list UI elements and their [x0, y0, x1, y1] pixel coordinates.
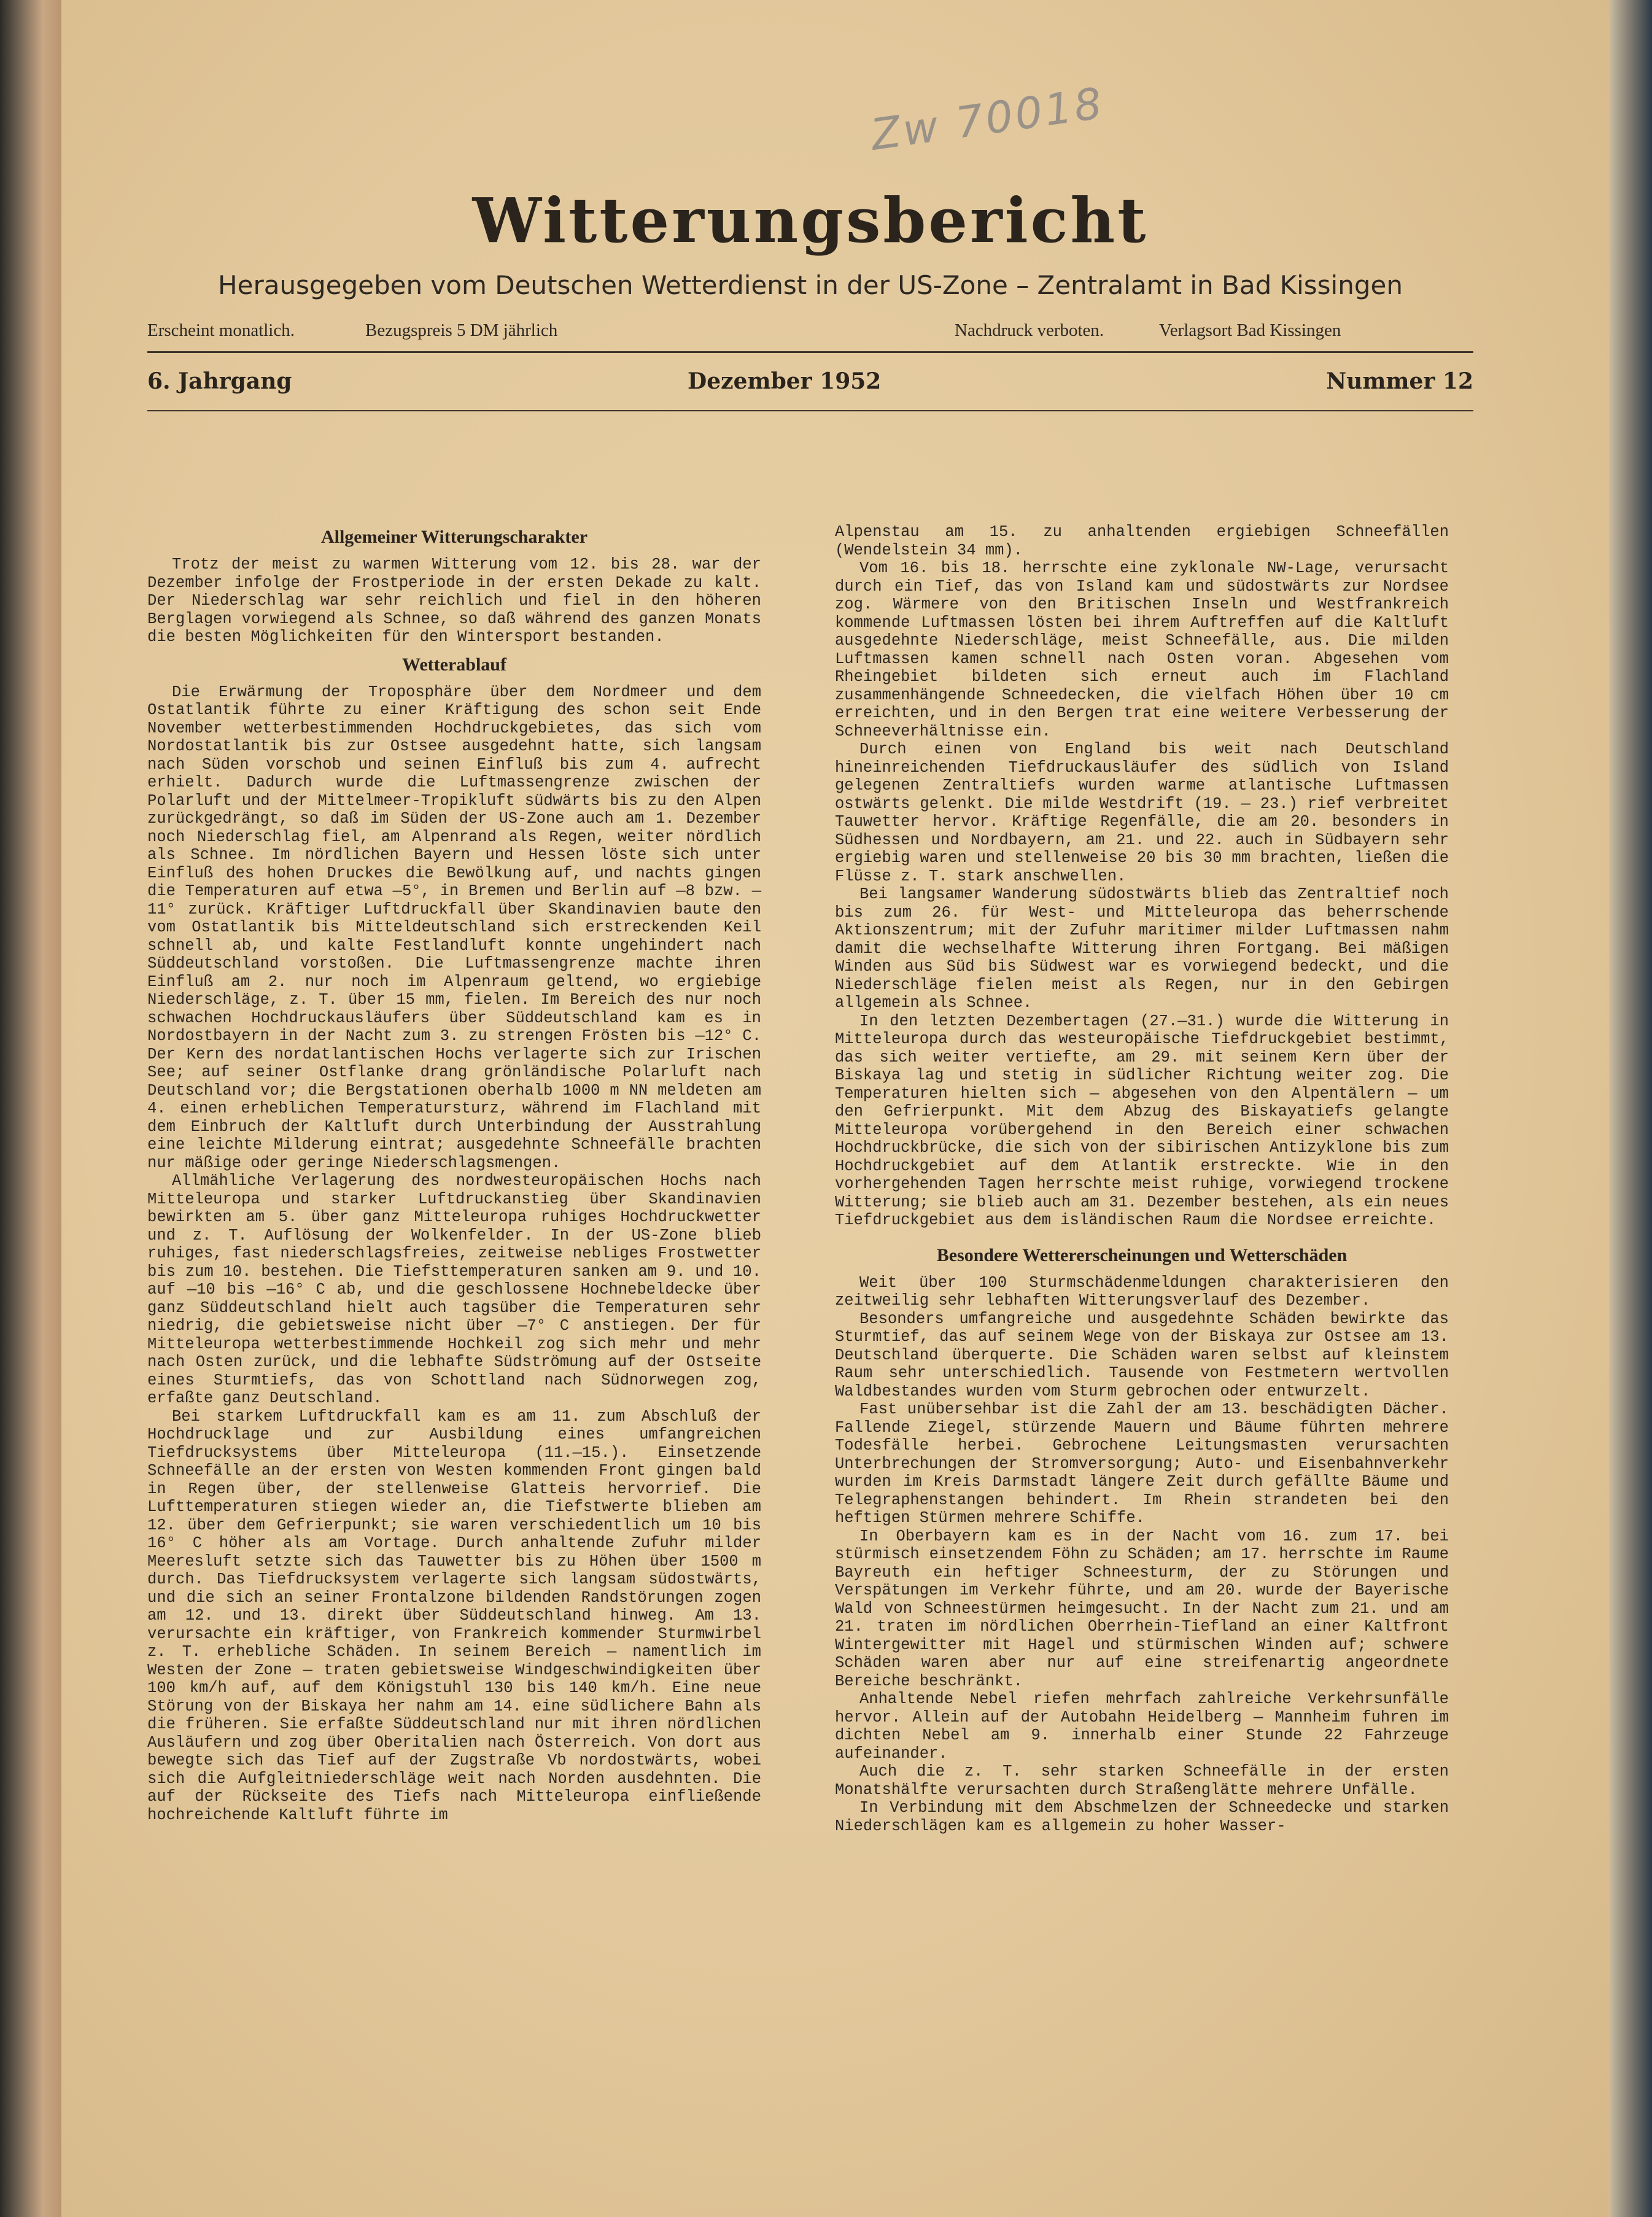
paragraph: Fast unübersehbar ist die Zahl der am 13. beschädigten Dächer. Fallende Ziegel, stürzende Mauern und Bäume führten mehrere Todesfälle herbei. Gebrochene Leitungsmasten verursachten Unterbrechungen der Stromversorgung; Auto- und Eisenbahnverkehr wurden im Kreis Darmstadt längere Zeit durch gefällte Bäume und Telegraphenstangen behindert. Im Rhein strandeten bei den heftigen Stürmen mehrere Schiffe. [835, 1400, 1449, 1527]
right-column [835, 523, 1449, 1835]
paragraph: In Oberbayern kam es in der Nacht vom 16. zum 17. bei stürmisch einsetzendem Föhn zu Schäden; am 17. herrschte im Raume Bayreuth ein heftiger Schneesturm, der zu Störungen und Verspätungen im Verkehr führte, und am 20. wurde der Bayerische Wald von Schneestürmen heimgesucht. In der Nacht zum 21. und am 21. traten im nördlichen Oberrhein-Tiefland an einer Kaltfront Wintergewitter mit Hagel und stürmischen Winden auf; schwere Schäden waren aber nur auf eine streifenartig angeordnete Bereiche beschränkt. [835, 1527, 1449, 1690]
paragraph: Besonders umfangreiche und ausgedehnte Schäden bewirkte das Sturmtief, das auf seinem Wege von der Biskaya zur Ostsee am 13. Deutschland überquerte. Die Schäden waren selbst auf kleinstem Raum sehr unterschiedlich. Tausende von Festmetern wertvollen Waldbestandes wurden vom Sturm gebrochen oder entwurzelt. [835, 1310, 1449, 1400]
price-note: Bezugspreis 5 DM jährlich [365, 320, 558, 340]
header-rule-bottom [147, 410, 1473, 411]
paragraph: In den letzten Dezembertagen (27.—31.) wurde die Witterung in Mitteleuropa durch das westeuropäische Tiefdruckgebiet bestimmt, das sich weiter vertiefte, am 29. mit seinem Kern über der Biskaya lag und stetig in südlicher Richtung weiter zog. Die Temperaturen hielten sich — abgesehen von den Alpentälern — um den Gefrierpunkt. Mit dem Abzug des Biskayatiefs gelangte Mitteleuropa vorübergehend in den Bereich einer schwachen Hochdruckbrücke, die sich von der sibirischen Antizyklone bis zum Hochdruckgebiet auf dem Atlantik erstreckte. Wie in den vorhergehenden Tagen herrschte meist ruhige, vorwiegend trockene Witterung; sie blieb auch am 31. Dezember bestehen, als ein neues Tiefdruckgebiet aus dem isländischen Raum die Nordsee erreichte. [835, 1012, 1449, 1229]
paragraph: Durch einen von England bis weit nach Deutschland hineinreichenden Tiefdruckausläufer des südlich von Island gelegenen Zentraltiefs wurden warme atlantische Luftmassen ostwärts gelenkt. Die milde Westdrift (19. — 23.) rief verbreitet Tauwetter hervor. Kräftige Regenfälle, die am 20. besonders in Südhessen und Nordbayern, am 21. und 22. auch in Südbayern sehr ergiebig waren und stellenweise 20 bis 30 mm brachten, ließen die Flüsse z. T. stark anschwellen. [835, 740, 1449, 885]
page-title: Witterungsbericht [472, 184, 1149, 257]
page-content [147, 0, 1473, 2217]
paragraph: Anhaltende Nebel riefen mehrfach zahlreiche Verkehrsunfälle hervor. Allein auf der Autobahn Heidelberg — Mannheim fuhren im dichten Nebel am 9. innerhalb einer Stunde 22 Fahrzeuge aufeinander. [835, 1690, 1449, 1763]
issue-number: Nummer 12 [1326, 368, 1473, 394]
reprint-note: Nachdruck verboten. [955, 320, 1104, 340]
publisher-line: Herausgegeben vom Deutschen Wetterdienst in der US-Zone – Zentralamt in Bad Kissingen [218, 270, 1403, 300]
heading-special-phenomena: Besondere Wettererscheinungen und Wetterschäden [936, 1244, 1348, 1265]
paragraph: Bei starkem Luftdruckfall kam es am 11. zum Abschluß der Hochdrucklage und zur Ausbildung eines umfangreichen Tiefdrucksystems über Mitteleuropa (11.—15.). Einsetzende Schneefälle an der ersten von Westen kommenden Front gingen bald in Regen über, der stellenweise Glatteis hervorrief. Die Lufttemperaturen stiegen wieder an, die Tiefstwerte blieben am 12. über dem Gefrierpunkt; sie waren verschiedentlich um 10 bis 16° C höher als am Vortage. Durch anhaltende Zufuhr milder Meeresluft setzte sich das Tauwetter bis zu Höhen über 1500 m durch. Das Tiefdrucksystem verlagerte sich langsam südostwärts, und die sich an seiner Frontalzone bildenden Randstörungen zogen am 12. und 13. direkt über Süddeutschland hinweg. Am 13. verursachte ein kräftiger, von Frankreich kommender Sturmwirbel z. T. erhebliche Schäden. In seinem Bereich — namentlich im Westen der Zone — traten gebietsweise Windgeschwindigkeiten über 100 km/h auf, auf dem Königstuhl 130 bis 140 km/h. Eine neue Störung von der Biskaya her nahm am 14. eine südlichere Bahn als die früheren. Sie erfaßte Süddeutschland nur mit ihren nördlichen Ausläufern und zog über Oberitalien nach Österreich. Von dort aus bewegte sich das Tief auf der Zugstraße Vb nordostwärts, wobei sich die Aufgleitniederschläge weit nach Norden ausdehnten. Die auf der Rückseite des Tiefs nach Mitteleuropa einfließende hochreichende Kaltluft führte im [147, 1407, 761, 1824]
heading-weather-course: Wetterablauf [402, 654, 506, 675]
issue-date: Dezember 1952 [688, 368, 882, 394]
volume-label: 6. Jahrgang [147, 368, 292, 394]
paragraph: Trotz der meist zu warmen Witterung vom 12. bis 28. war der Dezember infolge der Frostperiode in der ersten Dekade zu kalt. Der Niederschlag war sehr reichlich und fiel in den höheren Berglagen vorwiegend als Schnee, so daß während des ganzen Monats die besten Möglichkeiten für den Wintersport bestanden. [147, 556, 761, 646]
paragraph: Bei langsamer Wanderung südostwärts blieb das Zentraltief noch bis zum 26. für West- und Mitteleuropa das beherrschende Aktionszentrum; mit der Zufuhr maritimer milder Luftmassen nahm damit die wechselhafte Witterung ihren Fortgang. Bei mäßigen Winden aus Süd bis Südwest war es vorwiegend bedeckt, und die Niederschläge fielen meist als Regen, nur in den Gebirgen allgemein als Schnee. [835, 885, 1449, 1012]
left-column [147, 519, 761, 1824]
page-stack-edge [1609, 0, 1652, 2217]
heading-general-character: Allgemeiner Witterungscharakter [320, 527, 588, 547]
handwritten-shelfmark: Zw 70018 [867, 77, 1107, 161]
book-binding [0, 0, 61, 2217]
frequency-note: Erscheint monatlich. [147, 320, 295, 340]
publishing-place-note: Verlagsort Bad Kissingen [1159, 320, 1341, 340]
header-rule-top [147, 351, 1473, 353]
paragraph: Alpenstau am 15. zu anhaltenden ergiebigen Schneefällen (Wendelstein 34 mm). [835, 523, 1449, 559]
paragraph: Allmähliche Verlagerung des nordwesteuropäischen Hochs nach Mitteleuropa und starker Luftdruckanstieg über Skandinavien bewirkten am 5. über ganz Mitteleuropa ruhiges Hochdruckwetter und z. T. Auflösung der Wolkenfelder. In der US-Zone blieb ruhiges, fast niederschlagsfreies, zeitweise nebliges Frostwetter bis zum 10. bestehen. Die Tiefsttemperaturen sanken am 9. und 10. auf —10 bis —16° C ab, und die geschlossene Hochnebeldecke über ganz Süddeutschland hielt auch tagsüber die Temperaturen sehr niedrig, die gebietsweise nicht über —7° C anstiegen. Der für Mitteleuropa wetterbestimmende Hochkeil zog sich mehr und mehr nach Osten zurück, und die lebhafte Südströmung auf der Ostseite eines Sturmtiefs, das von Schottland nach Südnorwegen zog, erfaßte ganz Deutschland. [147, 1172, 761, 1407]
paragraph: In Verbindung mit dem Abschmelzen der Schneedecke und starken Niederschlägen kam es allgemein zu hoher Wasser- [835, 1799, 1449, 1835]
paragraph: Die Erwärmung der Troposphäre über dem Nordmeer und dem Ostatlantik führte zu einer Kräftigung des schon seit Ende November wetterbestimmenden Hochdruckgebietes, das sich vom Nordostatlantik bis zur Ostsee ausgedehnt hatte, sich langsam nach Süden vorschob und seinen Einfluß bis zum 4. aufrecht erhielt. Dadurch wurde die Luftmassengrenze zwischen der Polarluft und der Mittelmeer-Tropikluft südwärts bis zu den Alpen zurückgedrängt, so daß im Süden der US-Zone auch am 1. Dezember noch Niederschlag fiel, am Alpenrand als Regen, weiter nördlich als Schnee. Im nördlichen Bayern und Hessen löste sich unter Einfluß des hohen Druckes die Bewölkung auf, und nachts gingen die Temperaturen auf etwa —5°, in Bremen und Berlin auf —8 bzw. —11° zurück. Kräftiger Luftdruckfall über Skandinavien baute den vom Ostatlantik bis Mitteldeutschland sich erstreckenden Keil schnell ab, und kalte Festlandluft konnte ungehindert nach Süddeutschland vorstoßen. Die Luftmassengrenze machte ihren Einfluß am 2. nur noch im Alpenraum geltend, wo ergiebige Niederschläge, z. T. über 15 mm, fielen. Im Bereich des nur noch schwachen Hochdruckausläufers über Süddeutschland kam es in Nordostbayern in der Nacht zum 3. zu strengen Frösten bis —12° C. Der Kern des nordatlantischen Hochs verlagerte sich zur Irischen See; auf seiner Ostflanke drang grönländische Polarluft nach Deutschland vor; die Bergstationen oberhalb 1000 m NN meldeten am 4. einen erheblichen Temperatursturz, während im Flachland mit dem Einbruch der Kaltluft durch Unterbindung der Ausstrahlung eine leichte Milderung eintrat; ausgedehnte Schneefälle brachten nur mäßige oder geringe Niederschlagsmengen. [147, 683, 761, 1172]
paragraph: Auch die z. T. sehr starken Schneefälle in der ersten Monatshälfte verursachten durch Straßenglätte mehrere Unfälle. [835, 1763, 1449, 1799]
paragraph: Weit über 100 Sturmschädenmeldungen charakterisieren den zeitweilig sehr lebhaften Witterungsverlauf des Dezember. [835, 1273, 1449, 1310]
page [61, 0, 1611, 2217]
paragraph: Vom 16. bis 18. herrschte eine zyklonale NW-Lage, verursacht durch ein Tief, das von Island kam und südostwärts zur Nordsee zog. Wärmere von den Britischen Inseln und Westfrankreich kommende Luftmassen lösten bei ihrem Auftreffen auf die Kaltluft ausgedehnte Niederschläge, meist Schneefälle, aus. Die milden Luftmassen kamen schnell nach Osten voran. Abgesehen vom Rheingebiet bildeten sich erneut auch im Flachland zusammenhängende Schneedecken, die vielfach Höhen über 10 cm erreichten, und in den Bergen trat eine weitere Verbesserung der Schneeverhältnisse ein. [835, 559, 1449, 740]
